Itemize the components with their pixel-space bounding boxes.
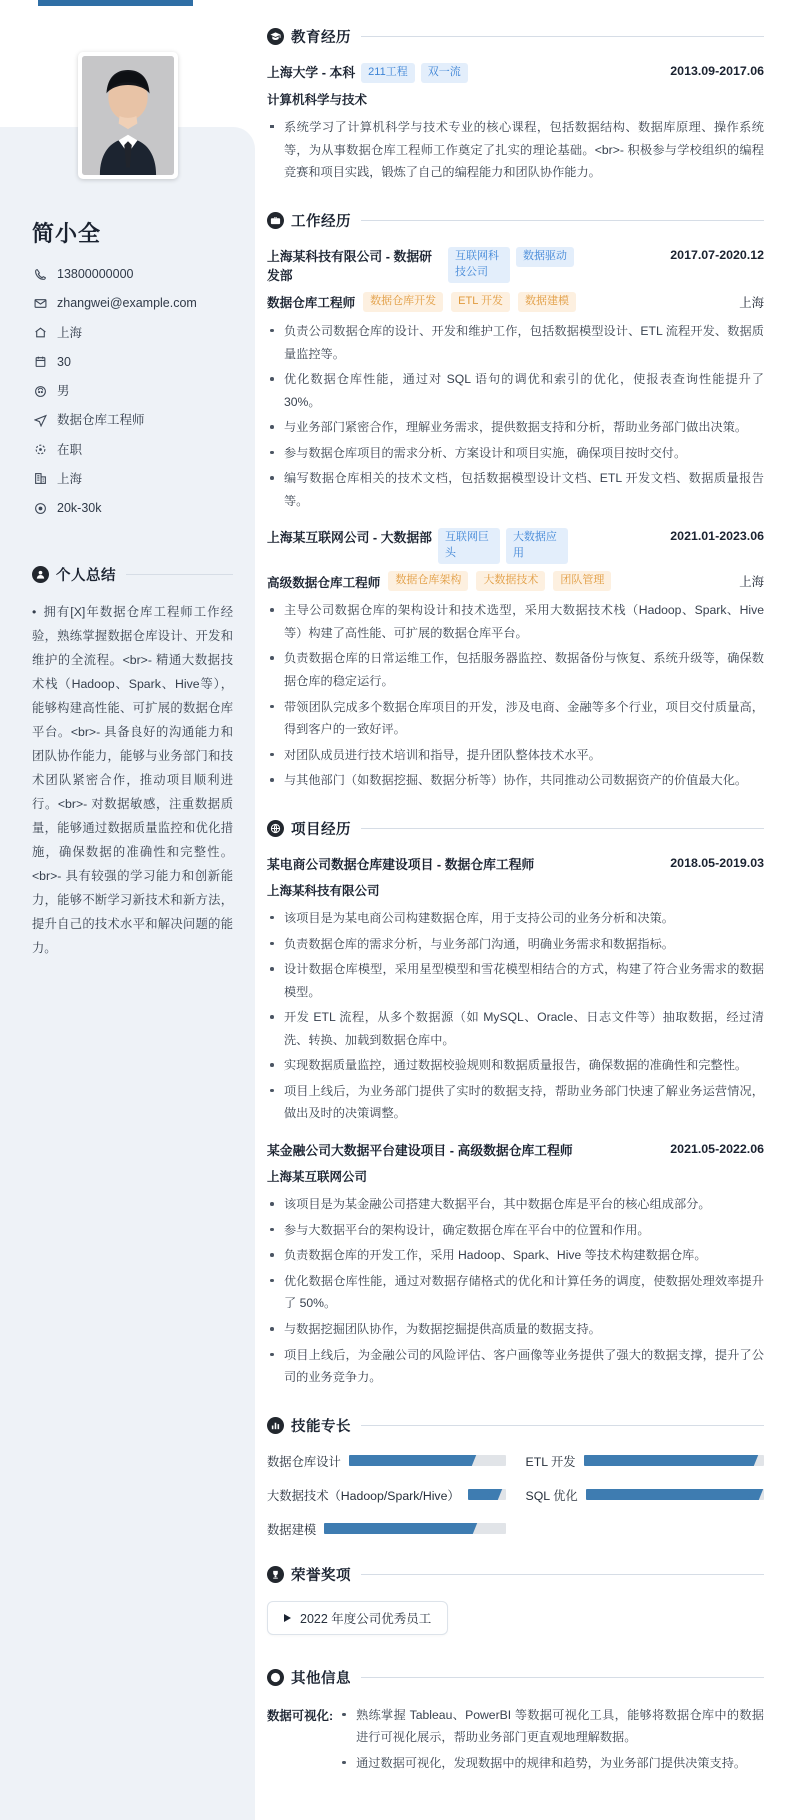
bullet-item: 优化数据仓库性能，通过对数据存储格式的优化和计算任务的调度，使数据处理效率提升了 50%。 xyxy=(267,1270,764,1315)
project-bullets xyxy=(267,907,764,1125)
skill-progress-fill xyxy=(586,1489,755,1500)
project-name: 某金融公司大数据平台建设项目 - 高级数据仓库工程师 xyxy=(267,1143,573,1158)
job-role: 高级数据仓库工程师 xyxy=(267,575,381,590)
contact-gender xyxy=(32,383,233,399)
work-bullets xyxy=(267,320,764,513)
education-section xyxy=(267,26,764,184)
home-icon xyxy=(32,326,48,339)
work-date: 2017.07-2020.12 xyxy=(670,247,764,262)
company-name: 上海某互联网公司 - 大数据部 xyxy=(267,530,432,546)
bullet-item: 编写数据仓库相关的技术文档，包括数据模型设计文档、ETL 开发文档、数据质量报告等。 xyxy=(267,467,764,512)
bullet-item: 与其他部门（如数据挖掘、数据分析等）协作，共同推动公司数据资产的价值最大化。 xyxy=(267,769,764,792)
status-icon xyxy=(32,443,48,456)
honor-item[interactable] xyxy=(267,1601,448,1635)
divider xyxy=(361,1677,764,1678)
bullet-item: 项目上线后，为业务部门提供了实时的数据支持，帮助业务部门快速了解业务运营情况，做出及时的决策调整。 xyxy=(267,1080,764,1125)
bullet-item: 参与大数据平台的架构设计，确定数据仓库在平台中的位置和作用。 xyxy=(267,1219,764,1242)
entry-title-group xyxy=(267,1141,660,1160)
entry-header xyxy=(267,1141,764,1160)
contact-email xyxy=(32,295,233,311)
work-section-header xyxy=(267,210,764,231)
bullet-item: 系统学习了计算机科学与技术专业的核心课程，包括数据结构、数据库原理、操作系统等，为从事数据仓库工程师工作奠定了扎实的理论基础。<br>- 积极参与学校组织的编程竞赛和项目实践，锻炼了自己的编程能力和团队协作能力。 xyxy=(267,116,764,184)
bullet-item: 主导公司数据仓库的架构设计和技术选型，采用大数据技术栈（Hadoop、Spark、Hive 等）构建了高性能、可扩展的数据仓库平台。 xyxy=(267,599,764,644)
section-title: 教育经历 xyxy=(291,30,351,46)
skill-tag: ETL 开发 xyxy=(451,292,510,312)
skills-grid xyxy=(267,1452,764,1538)
honor-label: 2022 年度公司优秀员工 xyxy=(300,1611,432,1626)
bullet-item: 负责公司数据仓库的设计、开发和维护工作，包括数据模型设计、ETL 流程开发、数据质量监控等。 xyxy=(267,320,764,365)
bullet-item: 开发 ETL 流程，从多个数据源（如 MySQL、Oracle、日志文件等）抽取数据，经过清洗、转换、加载到数据仓库中。 xyxy=(267,1006,764,1051)
work-entry xyxy=(267,528,764,791)
skill-progress-fill xyxy=(349,1455,468,1466)
project-company: 上海某互联网公司 xyxy=(267,1170,368,1185)
education-section-header xyxy=(267,26,764,47)
section-title: 个人总结 xyxy=(56,568,116,585)
gender-icon xyxy=(32,385,48,398)
bullet-item: 参与数据仓库项目的需求分析、方案设计和项目实施，确保项目按时交付。 xyxy=(267,442,764,465)
contact-city xyxy=(32,325,233,341)
company-tag: 互联网科技公司 xyxy=(448,247,510,283)
section-title: 荣誉奖项 xyxy=(291,1567,351,1584)
skill-row xyxy=(526,1486,765,1504)
skill-tag: 数据仓库开发 xyxy=(363,292,443,312)
entry-title-group xyxy=(267,247,660,285)
contact-position xyxy=(32,412,233,428)
education-tag: 双一流 xyxy=(421,63,468,83)
skill-tag: 数据仓库架构 xyxy=(388,571,468,591)
skill-row xyxy=(267,1520,506,1538)
job-location: 上海 xyxy=(739,575,764,590)
honors-section xyxy=(267,1564,764,1641)
profile-name: 简小全 xyxy=(32,221,102,246)
education-entry xyxy=(267,63,764,184)
project-bullets xyxy=(267,1193,764,1389)
contact-list xyxy=(32,266,233,516)
summary-body: 拥有[X]年数据仓库工程师工作经验，熟练掌握数据仓库设计、开发和维护的全流程。<br>- 精通大数据技术栈（Hadoop、Spark、Hive等），能够构建高性能、可扩展的数据仓库平台。<br>- 具备良好的沟通能力和团队协作能力，能够与业务部门和技术团队紧密合作，推动项目顺利进行。<br>- 对数据敏感，注重数据质量，能够通过数据质量监控和优化措施，确保数据的准确性和完整性。<br>- 具有较强的学习能力和创新能力，能够不断学习新技术和新方法，提升自己的技术水平和解决问题的能力。 xyxy=(32,605,233,955)
bullet-item: 对团队成员进行技术培训和指导，提升团队整体技术水平。 xyxy=(267,744,764,767)
skill-label: 数据仓库设计 xyxy=(267,1454,341,1469)
project-date: 2018.05-2019.03 xyxy=(670,855,764,870)
skill-row xyxy=(526,1452,765,1470)
bullet-item: 负责数据仓库的日常运维工作，包括服务器监控、数据备份与恢复、系统升级等，确保数据仓库的稳定运行。 xyxy=(267,647,764,692)
work-bullets xyxy=(267,599,764,792)
bullet-item: 负责数据仓库的需求分析，与业务部门沟通，明确业务需求和数据指标。 xyxy=(267,933,764,956)
summary-text xyxy=(32,601,233,961)
send-icon xyxy=(32,414,48,427)
bullet-item: 与数据挖掘团队协作，为数据挖掘提供高质量的数据支持。 xyxy=(267,1318,764,1341)
contact-status xyxy=(32,442,233,458)
main-column xyxy=(255,0,794,1820)
other-section xyxy=(267,1667,764,1778)
other-body xyxy=(339,1704,764,1778)
bullet-item: 该项目是为某电商公司构建数据仓库，用于支持公司的业务分析和决策。 xyxy=(267,907,764,930)
company-tag: 互联网巨头 xyxy=(438,528,500,564)
entry-title-group xyxy=(267,63,660,83)
skill-progress-fill xyxy=(584,1455,750,1466)
project-name: 某电商公司数据仓库建设项目 - 数据仓库工程师 xyxy=(267,856,535,872)
contact-value: 30 xyxy=(57,354,71,369)
summary-section-header xyxy=(32,564,233,585)
company-tag: 数据驱动 xyxy=(516,247,574,267)
portrait-illustration xyxy=(82,56,174,175)
divider xyxy=(361,220,764,221)
education-date: 2013.09-2017.06 xyxy=(670,64,764,78)
bullet-item: 项目上线后，为金融公司的风险评估、客户画像等业务提供了强大的数据支撑，提升了公司的业务竞争力。 xyxy=(267,1344,764,1389)
entry-header xyxy=(267,63,764,83)
avatar-photo xyxy=(82,56,174,175)
skill-label: SQL 优化 xyxy=(525,1488,578,1503)
accent-bar xyxy=(38,0,193,6)
bullet-item: 通过数据可视化，发现数据中的规律和趋势，为业务部门提供决策支持。 xyxy=(339,1752,764,1775)
contact-value: 上海 xyxy=(57,325,83,340)
contact-value: 数据仓库工程师 xyxy=(57,413,145,428)
building-icon xyxy=(32,472,48,485)
other-bullets xyxy=(339,1704,764,1775)
divider xyxy=(361,36,764,37)
sidebar xyxy=(0,0,255,1820)
user-circle-icon xyxy=(32,566,49,583)
contact-value: zhangwei@example.com xyxy=(57,296,197,311)
skill-label: ETL 开发 xyxy=(525,1454,576,1469)
entry-title-group xyxy=(267,855,660,874)
section-title: 项目经历 xyxy=(291,821,351,838)
job-role: 数据仓库工程师 xyxy=(267,296,356,311)
entry-header xyxy=(267,247,764,285)
education-bullets xyxy=(267,116,764,184)
company-tag: 大数据应用 xyxy=(506,528,568,564)
other-info-row xyxy=(267,1704,764,1778)
skill-row xyxy=(267,1452,506,1470)
bullet-item: 优化数据仓库性能，通过对 SQL 语句的调优和索引的优化，使报表查询性能提升了 30%。 xyxy=(267,368,764,413)
skill-progress-bar xyxy=(468,1489,506,1500)
skills-section xyxy=(267,1415,764,1538)
bullet-item: 设计数据仓库模型，采用星型模型和雪花模型相结合的方式，构建了符合业务需求的数据模型。 xyxy=(267,958,764,1003)
bullet-marker: • xyxy=(32,605,37,620)
contact-phone xyxy=(32,266,233,282)
bullet-item: 带领团队完成多个数据仓库项目的开发，涉及电商、金融等多个行业，项目交付质量高，得到客户的一致好评。 xyxy=(267,696,764,741)
skills-grid-spacer xyxy=(526,1520,765,1538)
contact-value: 13800000000 xyxy=(57,267,134,281)
work-entry xyxy=(267,247,764,513)
bullet-item: 与业务部门紧密合作，理解业务需求，提供数据支持和分析，帮助业务部门做出决策。 xyxy=(267,416,764,439)
skill-progress-fill xyxy=(468,1489,494,1500)
divider xyxy=(361,1425,764,1426)
work-section xyxy=(267,210,764,792)
project-entry xyxy=(267,1141,764,1389)
skills-section-header xyxy=(267,1415,764,1436)
contact-value: 20k-30k xyxy=(57,501,102,515)
skill-tag: 大数据技术 xyxy=(476,571,545,591)
role-row xyxy=(267,292,764,312)
globe-icon xyxy=(267,820,284,837)
projects-section xyxy=(267,818,764,1389)
skill-row xyxy=(267,1486,506,1504)
skill-tag: 团队管理 xyxy=(553,571,611,591)
job-location: 上海 xyxy=(739,295,764,310)
projects-section-header xyxy=(267,818,764,839)
chart-icon xyxy=(267,1417,284,1434)
skill-tag: 数据建模 xyxy=(518,292,576,312)
skill-label: 数据建模 xyxy=(267,1522,317,1537)
skill-progress-bar xyxy=(586,1489,764,1500)
contact-value: 上海 xyxy=(57,471,83,486)
bullet-item: 负责数据仓库的开发工作，采用 Hadoop、Spark、Hive 等技术构建数据仓库。 xyxy=(267,1244,764,1267)
role-row xyxy=(267,571,764,591)
info-icon xyxy=(267,1669,284,1686)
trophy-icon xyxy=(267,1566,284,1583)
contact-salary xyxy=(32,500,233,516)
bullet-item: 该项目是为某金融公司搭建大数据平台，其中数据仓库是平台的核心组成部分。 xyxy=(267,1193,764,1216)
entry-header xyxy=(267,855,764,874)
skill-progress-bar xyxy=(324,1523,505,1534)
avatar xyxy=(78,52,178,179)
work-date: 2021.01-2023.06 xyxy=(670,529,764,544)
company-name: 上海某科技有限公司 - 数据研发部 xyxy=(267,248,432,283)
skill-progress-bar xyxy=(584,1455,764,1466)
contact-value: 男 xyxy=(57,384,70,398)
entry-title-group xyxy=(267,528,660,564)
entry-header xyxy=(267,528,764,564)
divider xyxy=(361,1574,764,1575)
education-major: 计算机科学与技术 xyxy=(267,92,368,107)
calendar-icon xyxy=(32,355,48,368)
contact-age xyxy=(32,354,233,370)
project-date: 2021.05-2022.06 xyxy=(670,1142,764,1156)
briefcase-icon xyxy=(267,212,284,229)
skill-progress-bar xyxy=(349,1455,506,1466)
other-section-header xyxy=(267,1667,764,1688)
contact-value: 在职 xyxy=(57,442,83,457)
contact-work-city xyxy=(32,471,233,487)
phone-icon xyxy=(32,268,48,281)
project-entry xyxy=(267,855,764,1125)
coin-icon xyxy=(32,502,48,515)
other-label: 数据可视化: xyxy=(267,1708,334,1723)
bullet-item: 实现数据质量监控，通过数据校验规则和数据质量报告，确保数据的准确性和完整性。 xyxy=(267,1054,764,1077)
divider xyxy=(361,828,764,829)
section-title: 其他信息 xyxy=(291,1670,351,1687)
section-title: 工作经历 xyxy=(291,213,351,230)
skill-label: 大数据技术（Hadoop/Spark/Hive） xyxy=(267,1488,460,1503)
divider xyxy=(126,574,233,575)
play-triangle-icon xyxy=(284,1614,291,1622)
honors-section-header xyxy=(267,1564,764,1585)
project-company: 上海某科技有限公司 xyxy=(267,883,380,898)
graduation-cap-icon xyxy=(267,28,284,45)
education-tag: 211工程 xyxy=(361,63,415,83)
skill-progress-fill xyxy=(324,1523,469,1534)
school-name: 上海大学 - 本科 xyxy=(267,65,356,80)
section-title: 技能专长 xyxy=(291,1418,351,1435)
mail-icon xyxy=(32,297,48,310)
bullet-item: 熟练掌握 Tableau、PowerBI 等数据可视化工具，能够将数据仓库中的数据进行可视化展示，帮助业务部门更直观地理解数据。 xyxy=(339,1704,764,1749)
